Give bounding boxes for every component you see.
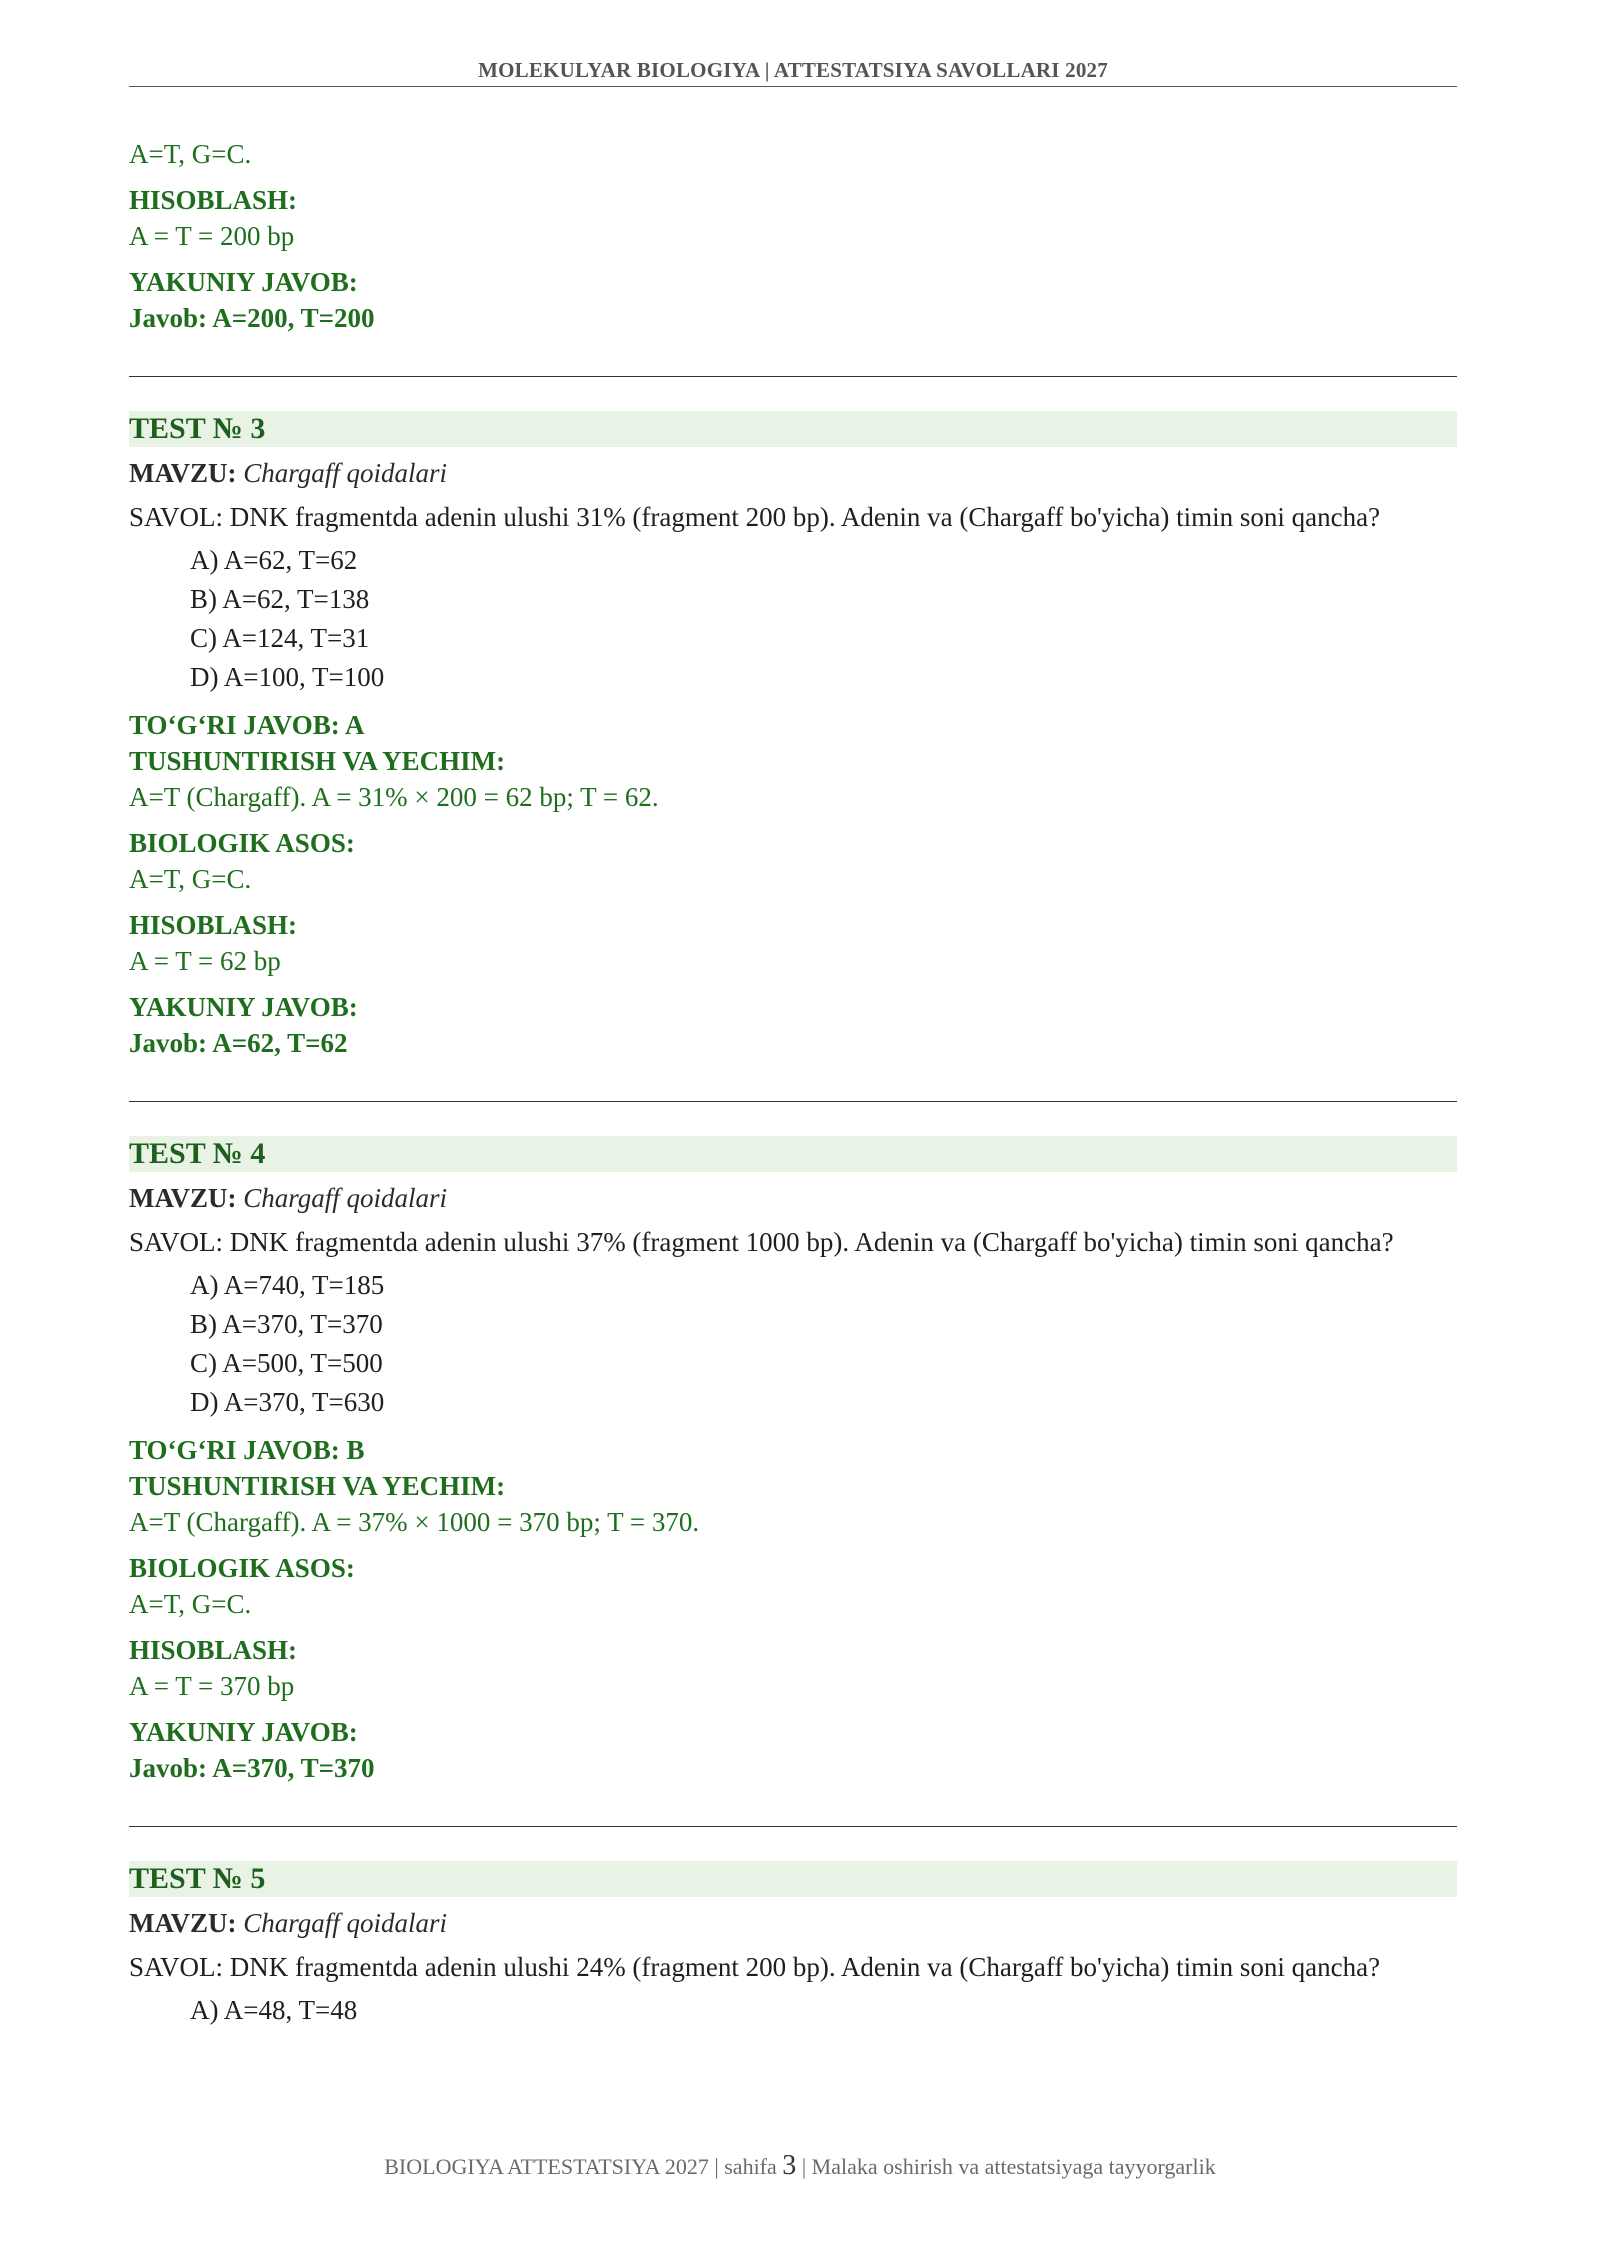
test-block xyxy=(129,411,1457,1061)
final-answer: Javob: A=370, T=370 xyxy=(129,1753,375,1783)
correct-letter: A xyxy=(345,710,365,740)
option-d: D) A=370, T=630 xyxy=(190,1387,385,1417)
options-list xyxy=(190,1991,1457,2030)
topic-line xyxy=(129,1905,1457,1941)
explain-text: A=T (Chargaff). A = 37% × 1000 = 370 bp; T = 370. xyxy=(129,1507,700,1537)
option-b: B) A=370, T=370 xyxy=(190,1309,383,1339)
correct-answer xyxy=(129,707,1457,743)
footer-right: | Malaka oshirish va attestatsiyaga tayyorgarlik xyxy=(796,2154,1216,2179)
topic-line xyxy=(129,455,1457,491)
final-label: YAKUNIY JAVOB: xyxy=(129,992,358,1022)
prev-calc-label: HISOBLASH: xyxy=(129,185,298,215)
option-b: B) A=62, T=138 xyxy=(190,584,370,614)
basis-label: BIOLOGIK ASOS: xyxy=(129,828,355,858)
prev-calc-text: A = T = 200 bp xyxy=(129,221,295,251)
page-header: MOLEKULYAR BIOLOGIYA | ATTESTATSIYA SAVOLLARI 2027 xyxy=(478,58,1108,82)
topic-label: MAVZU: xyxy=(129,1908,237,1938)
test-title: TEST № 4 xyxy=(129,1136,1457,1172)
topic-label: MAVZU: xyxy=(129,458,237,488)
prev-basis-text: A=T, G=C. xyxy=(129,139,252,169)
test-block xyxy=(129,1861,1457,2030)
topic-value: Chargaff qoidalari xyxy=(243,1908,448,1938)
explain-text: A=T (Chargaff). A = 31% × 200 = 62 bp; T = 62. xyxy=(129,782,659,812)
options-list xyxy=(190,541,1457,697)
prev-final-label: YAKUNIY JAVOB: xyxy=(129,267,358,297)
topic-line xyxy=(129,1180,1457,1216)
option-c: C) A=124, T=31 xyxy=(190,623,370,653)
divider xyxy=(129,376,1457,377)
test-title: TEST № 3 xyxy=(129,411,1457,447)
correct-label: TO‘G‘RI JAVOB: xyxy=(129,710,345,740)
calc-text: A = T = 370 bp xyxy=(129,1671,295,1701)
page-footer xyxy=(0,2150,1600,2182)
question-text: SAVOL: DNK fragmentda adenin ulushi 24% (fragment 200 bp). Adenin va (Chargaff bo'yicha) timin soni qancha? xyxy=(129,1952,1381,1982)
options-list xyxy=(190,1266,1457,1422)
topic-label: MAVZU: xyxy=(129,1183,237,1213)
correct-answer xyxy=(129,1432,1457,1468)
basis-text: A=T, G=C. xyxy=(129,864,252,894)
option-a: A) A=740, T=185 xyxy=(190,1270,385,1300)
calc-label: HISOBLASH: xyxy=(129,1635,298,1665)
test-title: TEST № 5 xyxy=(129,1861,1457,1897)
header-rule xyxy=(129,86,1457,87)
test-block xyxy=(129,1136,1457,1786)
option-a: A) A=62, T=62 xyxy=(190,545,358,575)
footer-left: BIOLOGIYA ATTESTATSIYA 2027 | sahifa xyxy=(384,2154,783,2179)
explain-label: TUSHUNTIRISH VA YECHIM: xyxy=(129,1471,506,1501)
basis-text: A=T, G=C. xyxy=(129,1589,252,1619)
question-text: SAVOL: DNK fragmentda adenin ulushi 31% (fragment 200 bp). Adenin va (Chargaff bo'yicha) timin soni qancha? xyxy=(129,502,1381,532)
calc-label: HISOBLASH: xyxy=(129,910,298,940)
option-a: A) A=48, T=48 xyxy=(190,1995,358,2025)
basis-label: BIOLOGIK ASOS: xyxy=(129,1553,355,1583)
option-c: C) A=500, T=500 xyxy=(190,1348,383,1378)
divider xyxy=(129,1826,1457,1827)
topic-value: Chargaff qoidalari xyxy=(243,1183,448,1213)
page-number: 3 xyxy=(782,2150,797,2181)
option-d: D) A=100, T=100 xyxy=(190,662,385,692)
prev-final-answer: Javob: A=200, T=200 xyxy=(129,303,375,333)
correct-label: TO‘G‘RI JAVOB: xyxy=(129,1435,347,1465)
final-label: YAKUNIY JAVOB: xyxy=(129,1717,358,1747)
question-text: SAVOL: DNK fragmentda adenin ulushi 37% (fragment 1000 bp). Adenin va (Chargaff bo'yicha) timin soni qancha? xyxy=(129,1227,1394,1257)
topic-value: Chargaff qoidalari xyxy=(243,458,448,488)
explain-label: TUSHUNTIRISH VA YECHIM: xyxy=(129,746,506,776)
calc-text: A = T = 62 bp xyxy=(129,946,281,976)
final-answer: Javob: A=62, T=62 xyxy=(129,1028,348,1058)
correct-letter: B xyxy=(346,1435,365,1465)
page-content xyxy=(129,136,1457,2030)
divider xyxy=(129,1101,1457,1102)
